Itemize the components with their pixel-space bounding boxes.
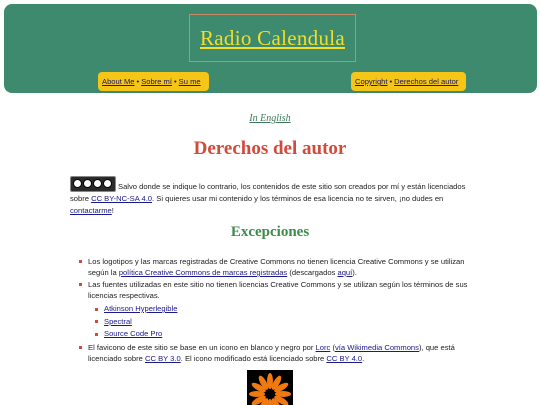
exception-text: El favicono de este sitio se base en un icono en blanco y negro por [88,342,316,352]
page-title: Derechos del autor [193,138,347,159]
site-title-box [189,14,356,62]
contact-link[interactable]: contactarme [70,206,112,215]
intro-text-2: . Si quieres usar mi contenido y los términos de esa licencia no te sirven, ¡no dudes en [152,194,444,203]
exception-item-trademarks [88,256,480,278]
nav-copyright-link[interactable]: Copyright [355,77,388,86]
nav-su-me-link[interactable]: Su me [178,77,201,86]
site-header [4,4,537,93]
cc-by-nc-sa-link[interactable]: CC BY-NC-SA 4.0 [91,194,153,203]
in-english-link[interactable]: In English [249,113,291,124]
exceptions-list [78,256,480,365]
lorc-link[interactable]: Lorc [315,342,331,352]
cc-by-4-link[interactable]: CC BY 4.0 [326,353,363,363]
font-atkinson-link[interactable]: Atkinson Hyperlegible [104,304,178,313]
exception-text: Los logotipos y las marcas registradas de Creative Commons no tienen licencia Creative Commons y se utilizan según la [88,257,465,277]
exception-text: . [362,353,365,363]
exception-item-fonts [88,279,480,341]
cc-by-3-link[interactable]: CC BY 3.0 [145,353,181,363]
nav-separator: • [136,77,140,86]
flower-svg [247,370,293,405]
wikimedia-commons-link[interactable]: vía Wikimedia Commons [334,342,419,352]
exception-item-favicon [88,342,480,364]
language-switch [0,113,540,124]
exception-text: ( [330,342,335,352]
exceptions-heading: Excepciones [230,224,310,240]
nav-sobre-mi-link[interactable]: Sobre mí [141,77,172,86]
fonts-list [88,303,480,341]
intro-text-3: ! [111,206,114,215]
cc-trademark-policy-link[interactable]: política Creative Commons de marcas registradas [118,268,288,277]
nav-derechos-link[interactable]: Derechos del autor [394,77,459,86]
list-item [104,316,480,329]
intro-paragraph [70,176,470,217]
list-item [104,303,480,316]
exception-text: ). [352,268,357,277]
font-spectral-link[interactable]: Spectral [104,316,132,326]
nav-separator: • [389,77,393,86]
nav-about-me-link[interactable]: About Me [102,77,135,86]
nav-copyright-pill [351,72,466,91]
exception-text: . El icono modificado está licenciado sobre [180,353,327,363]
nav-language-pill [98,72,209,91]
exception-text: (descargados [287,268,338,277]
downloaded-here-link[interactable]: aquí [337,268,353,277]
cc-by-nc-sa-badge-icon[interactable] [70,176,116,192]
calendula-flower-icon [247,370,293,405]
nav-separator: • [174,77,177,86]
site-title-link[interactable]: Radio Calendula [199,25,346,50]
list-item [104,328,480,341]
exception-text: ), que está licenciado sobre [88,342,455,363]
font-source-code-pro-link[interactable]: Source Code Pro [104,329,163,338]
intro-text-1: Salvo donde se indique lo contrario, los contenidos de este sitio son creados por mí y están licenciados sobre [70,182,466,203]
exception-text: Las fuentes utilizadas en este sitio no tienen licencias Creative Commons y se utilizan según los términos de sus licencias respectivas. [88,280,468,300]
